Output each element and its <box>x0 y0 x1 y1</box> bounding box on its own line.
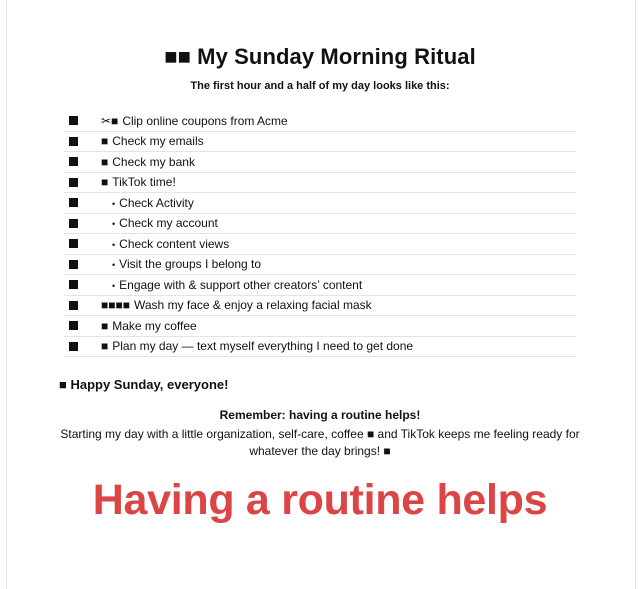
checklist-item <box>64 255 576 276</box>
emoji-icon: ■ <box>101 339 109 354</box>
checklist-item-content <box>112 278 362 292</box>
checkbox-icon[interactable] <box>69 239 78 248</box>
checklist-item-content <box>112 257 261 271</box>
emoji-icon: ■ <box>101 175 109 190</box>
checklist-item-content <box>101 155 195 169</box>
emoji-icon: ■ <box>101 134 109 149</box>
checklist-item-content <box>112 216 218 230</box>
checkbox-icon[interactable] <box>69 342 78 351</box>
checklist-item-label: Make my coffee <box>112 318 197 333</box>
checklist-item-content <box>101 319 197 333</box>
bullet-icon: • <box>112 280 116 291</box>
checklist-item-content <box>101 134 204 148</box>
checklist-item-label: TikTok time! <box>112 175 176 190</box>
body-paragraph: Starting my day with a little organization, self-care, coffee ■ and TikTok keeps me feeling ready for whatever the day brings! ■ <box>60 427 580 458</box>
checklist-item <box>64 132 576 153</box>
checklist-item <box>64 234 576 255</box>
bullet-icon: • <box>112 219 116 230</box>
emoji-icon: ■ <box>101 154 109 169</box>
checkbox-icon[interactable] <box>69 219 78 228</box>
checklist-item <box>64 337 576 358</box>
emoji-icon: ■■■■ <box>101 298 130 313</box>
checklist-item-label: Clip online coupons from Acme <box>122 113 288 128</box>
checkbox-icon[interactable] <box>69 116 78 125</box>
checklist-item-content <box>101 175 176 189</box>
checklist-item-label: Check my bank <box>112 154 195 169</box>
checklist-item-content <box>112 196 194 210</box>
ritual-checklist <box>64 111 576 357</box>
page-subtitle: The first hour and a half of my day looks like this: <box>190 80 450 92</box>
checklist-item-label: Wash my face & enjoy a relaxing facial mask <box>134 298 372 313</box>
checklist-item-label: Check my emails <box>112 134 204 149</box>
emoji-icon: ■ <box>101 318 109 333</box>
checklist-item-label: Check Activity <box>119 195 194 210</box>
checklist-item-content <box>101 339 413 353</box>
checklist-item <box>64 316 576 337</box>
checklist-item <box>64 275 576 296</box>
checkbox-icon[interactable] <box>69 137 78 146</box>
emoji-icon: ✂■ <box>101 113 119 128</box>
overlay-headline: Having a routine helps <box>92 476 548 524</box>
bullet-icon: • <box>112 260 116 271</box>
checkbox-icon[interactable] <box>69 157 78 166</box>
checklist-item-label: Check my account <box>119 216 218 231</box>
checklist-item-content <box>101 114 288 128</box>
checklist-item <box>64 152 576 173</box>
checklist-item <box>64 111 576 132</box>
checkbox-icon[interactable] <box>69 301 78 310</box>
checkbox-icon[interactable] <box>69 321 78 330</box>
checklist-item <box>64 173 576 194</box>
closing-line: ■ Happy Sunday, everyone! <box>59 377 229 392</box>
page-title: ■■ My Sunday Morning Ritual <box>164 44 476 69</box>
checklist-item <box>64 214 576 235</box>
checkbox-icon[interactable] <box>69 178 78 187</box>
checkbox-icon[interactable] <box>69 280 78 289</box>
checklist-item-content <box>112 237 229 251</box>
bullet-icon: • <box>112 198 116 209</box>
checklist-item <box>64 193 576 214</box>
bullet-icon: • <box>112 239 116 250</box>
checkbox-icon[interactable] <box>69 260 78 269</box>
checklist-item-label: Engage with & support other creators’ content <box>119 277 363 292</box>
checklist-item-content <box>101 298 372 312</box>
checklist-item-label: Plan my day — text myself everything I need to get done <box>112 339 414 354</box>
remember-heading: Remember: having a routine helps! <box>219 408 421 422</box>
checklist-item-label: Check content views <box>119 236 230 251</box>
checklist-item-label: Visit the groups I belong to <box>119 257 262 272</box>
checkbox-icon[interactable] <box>69 198 78 207</box>
checklist-item <box>64 296 576 317</box>
